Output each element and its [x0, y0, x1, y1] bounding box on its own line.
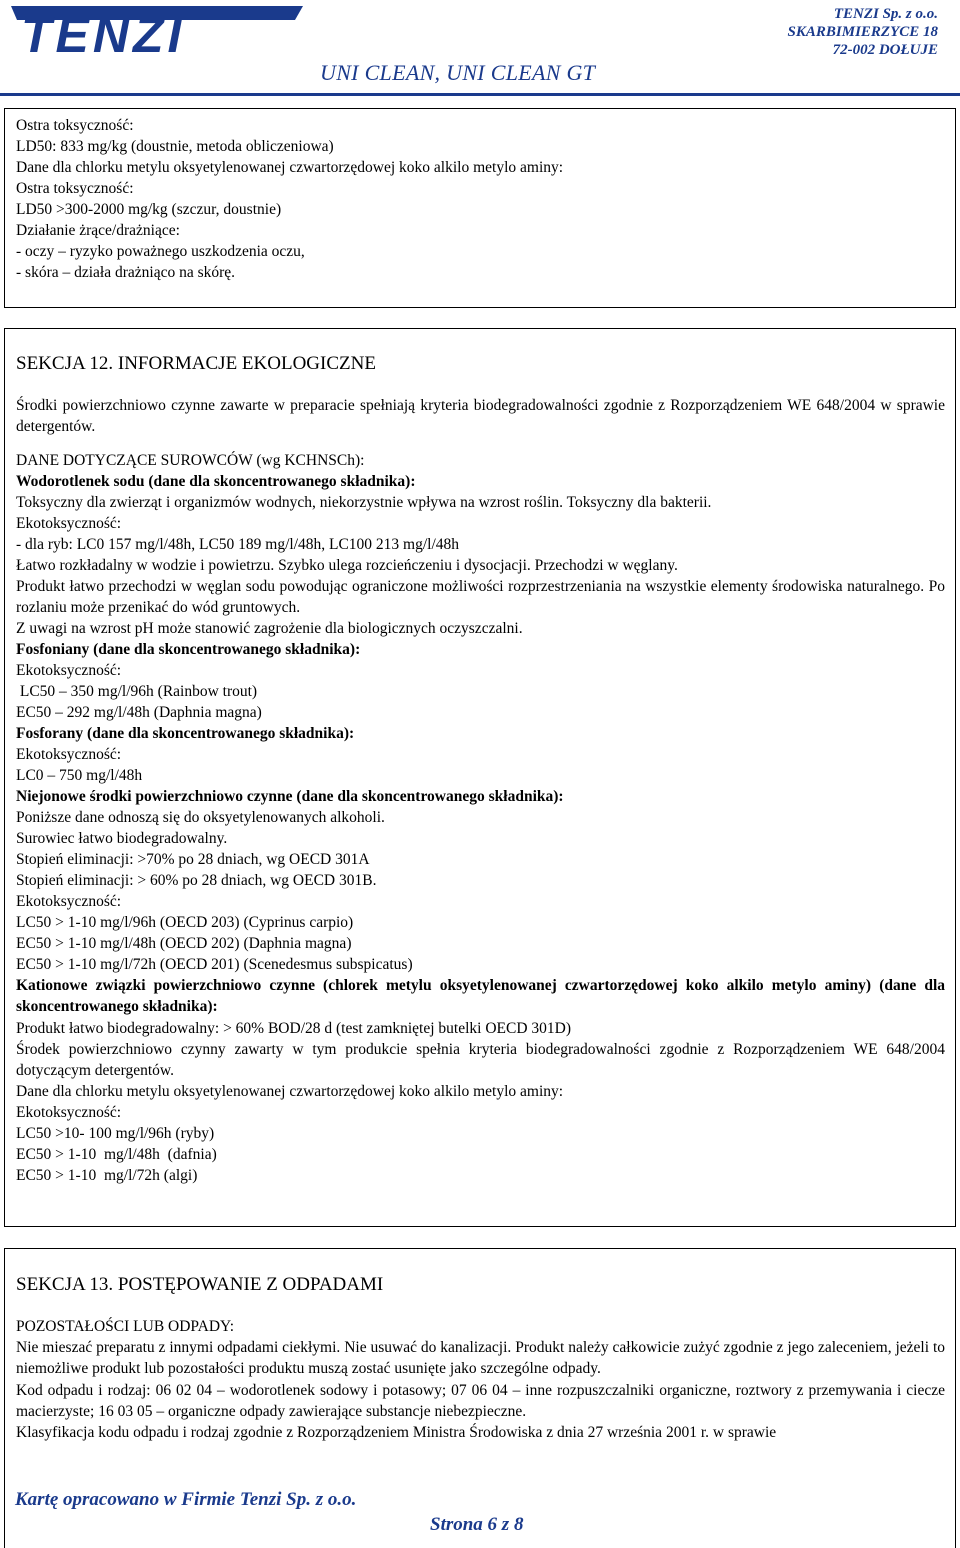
raw-materials-header: DANE DOTYCZĄCE SUROWCÓW (wg KCHNSCh):: [16, 451, 365, 469]
footer-prepared-by: Kartę opracowano w Firmie Tenzi Sp. z o.o.: [15, 1489, 357, 1510]
text-line: EC50 > 1-10 mg/l/48h (OECD 202) (Daphnia magna): [16, 935, 352, 953]
text-line: Stopień eliminacji: > 60% po 28 dniach, wg OECD 301B.: [16, 872, 377, 890]
text-line: Działanie żrące/drażniące:: [16, 222, 180, 239]
text-line: Ostra toksyczność:: [16, 117, 134, 134]
text-line: LC50 >10- 100 mg/l/96h (ryby): [16, 1125, 215, 1143]
text-line: Dane dla chlorku metylu oksyetylenowanej czwartorzędowej koko alkilo metylo aminy:: [16, 1083, 564, 1101]
text-line: LC0 – 750 mg/l/48h: [16, 767, 143, 785]
naoh-title: Wodorotlenek sodu (dane dla skoncentrowanego składnika):: [16, 472, 416, 490]
text-line: LC50 – 350 mg/l/96h (Rainbow trout): [16, 683, 258, 701]
nonionic-title: Niejonowe środki powierzchniowo czynne (dane dla skoncentrowanego składnika):: [16, 788, 564, 806]
tenzi-logo: [3, 0, 313, 58]
page-header: [0, 0, 960, 95]
text-line: Poniższe dane odnoszą się do oksyetylenowanych alkoholi.: [16, 809, 385, 827]
intro-paragraph: Środki powierzchniowo czynne zawarte w preparacie spełniają kryteria biodegradowalności zgodnie z Rozporządzeniem WE 648/2004 w sprawie detergentów.: [16, 397, 945, 436]
text-line: - skóra – działa drażniąco na skórę.: [16, 264, 236, 281]
text-line: Ekotoksyczność:: [16, 893, 122, 911]
company-address: [788, 5, 938, 59]
text-line: EC50 > 1-10 mg/l/48h (dafnia): [16, 1146, 217, 1164]
product-name: UNI CLEAN, UNI CLEAN GT: [320, 60, 596, 85]
text-line: Stopień eliminacji: >70% po 28 dniach, wg OECD 301A: [16, 851, 370, 869]
section-13-title: SEKCJA 13. POSTĘPOWANIE Z ODPADAMI: [16, 1274, 384, 1295]
text-line: LD50: 833 mg/kg (doustnie, metoda obliczeniowa): [16, 138, 334, 155]
text-line: EC50 > 1-10 mg/l/72h (OECD 201) (Scenedesmus subspicatus): [16, 956, 413, 974]
company-name: TENZI Sp. z o.o.: [833, 6, 938, 22]
text-line: EC50 > 1-10 mg/l/72h (algi): [16, 1167, 198, 1185]
waste-paragraph-3: Klasyfikacja kodu odpadu i rodzaj zgodnie z Rozporządzeniem Ministra Środowiska z dnia 27 września 2001 r. w sprawie: [16, 1424, 777, 1442]
header-divider: [0, 93, 960, 96]
cationic-title: Kationowe związki powierzchniowo czynne (chlorek metylu oksyetylenowanej czwartorzędowej koko alkilo metylo aminy) (dane dla skoncentrowanego składnika):: [16, 977, 945, 1016]
toxicology-continuation-box: [4, 108, 956, 308]
text-line: Surowiec łatwo biodegradowalny.: [16, 830, 228, 848]
text-line: Z uwagi na wzrost pH może stanowić zagrożenie dla biologicznych oczyszczalni.: [16, 620, 523, 638]
company-street: SKARBIMIERZYCE 18: [787, 24, 938, 40]
waste-paragraph-1: Nie mieszać preparatu z innymi odpadami ciekłymi. Nie usuwać do kanalizacji. Produkt należy całkowicie zużyć zgodnie z jego zaleceniem, jeżeli to niemożliwe produkt lub pozostałości produktu muszą zostać usunięte jako szczególne odpady.: [16, 1339, 945, 1378]
text-line: LD50 >300-2000 mg/kg (szczur, doustnie): [16, 201, 282, 218]
naoh-paragraph: Produkt łatwo przechodzi w węglan sodu powodując ograniczone możliwości rozprzestrzeniania na wszystkie elementy środowiska naturalnego. Po rozlaniu może przenikać do wód gruntowych.: [16, 577, 945, 616]
phosphonates-title: Fosfoniany (dane dla skoncentrowanego składnika):: [16, 641, 361, 659]
text-line: Ekotoksyczność:: [16, 746, 122, 764]
section-12-title: SEKCJA 12. INFORMACJE EKOLOGICZNE: [16, 353, 376, 374]
cationic-paragraph: Środek powierzchniowo czynny zawarty w tym produkcie spełnia kryteria biodegradowalności zgodnie z Rozporządzeniem WE 648/2004 dotyczącym detergentów.: [16, 1040, 945, 1080]
text-line: - oczy – ryzyko poważnego uszkodzenia oczu,: [16, 243, 305, 260]
text-line: EC50 – 292 mg/l/48h (Daphnia magna): [16, 704, 262, 722]
text-line: - dla ryb: LC0 157 mg/l/48h, LC50 189 mg/l/48h, LC100 213 mg/l/48h: [16, 535, 460, 553]
text-line: Ekotoksyczność:: [16, 662, 122, 680]
text-line: Toksyczny dla zwierząt i organizmów wodnych, niekorzystnie wpływa na wzrost roślin. Toksyczny dla bakterii.: [16, 493, 712, 511]
company-city: 72-002 DOŁUJE: [832, 42, 938, 58]
text-line: Ekotoksyczność:: [16, 514, 122, 532]
text-line: Ekotoksyczność:: [16, 1104, 122, 1122]
text-line: Łatwo rozkładalny w wodzie i powietrzu. Szybko ulega rozcieńczeniu i dysocjacji. Przechodzi w węglany.: [16, 556, 678, 574]
waste-subtitle: POZOSTAŁOŚCI LUB ODPADY:: [16, 1318, 235, 1335]
text-line: Dane dla chlorku metylu oksyetylenowanej czwartorzędowej koko alkilo metylo aminy:: [16, 159, 564, 176]
section-12-box: [4, 328, 956, 1227]
waste-paragraph-2: Kod odpadu i rodzaj: 06 02 04 – wodorotlenek sodowy i potasowy; 07 06 04 – inne rozpuszczalniki organiczne, roztwory z przemywania i ciecze macierzyste; 16 03 05 – organiczne odpady zawierające substancje niebezpieczne.: [16, 1381, 945, 1420]
page-number: Strona 6 z 8: [430, 1514, 524, 1535]
text-line: Ostra toksyczność:: [16, 180, 134, 197]
phosphoranes-title: Fosforany (dane dla skoncentrowanego składnika):: [16, 725, 355, 743]
text-line: LC50 > 1-10 mg/l/96h (OECD 203) (Cyprinus carpio): [16, 914, 354, 932]
svg-text:TENZI: TENZI: [21, 7, 186, 58]
text-line: Produkt łatwo biodegradowalny: > 60% BOD/28 d (test zamkniętej butelki OECD 301D): [16, 1019, 572, 1037]
